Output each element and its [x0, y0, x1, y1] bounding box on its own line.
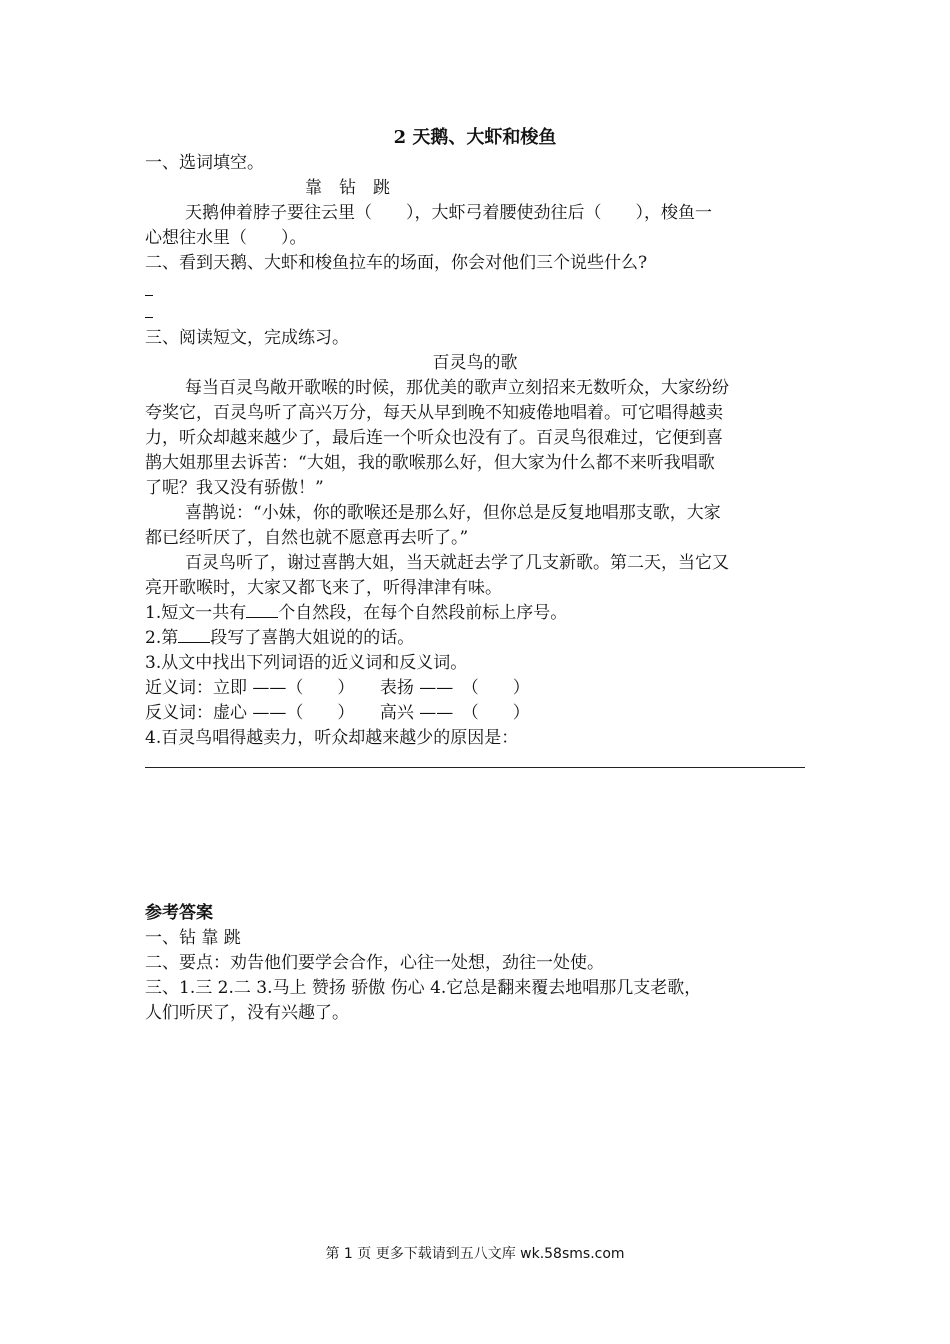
question-4: 4.百灵鸟唱得越卖力，听众却越来越少的原因是： — [145, 728, 519, 748]
answer-1: 一、钻 靠 跳 — [145, 928, 241, 948]
story-paragraph-line: 百灵鸟听了，谢过喜鹊大姐，当天就赶去学了几支新歌。第二天，当它又 — [185, 553, 729, 573]
fill-blank-line2: 心想往水里（ ）。 — [145, 228, 307, 248]
section3-heading: 三、阅读短文，完成练习。 — [145, 328, 349, 348]
answer-line — [145, 767, 805, 768]
answer-blank[interactable] — [178, 626, 210, 643]
story-paragraph-line: 鹊大姐那里去诉苦：“大姐，我的歌喉那么好，但大家为什么都不来听我唱歌 — [145, 453, 715, 473]
page-footer: 第 1 页 更多下载请到五八文库 wk.58sms.com — [325, 1246, 625, 1262]
page-title: 2 天鹅、大虾和梭鱼 — [393, 127, 557, 148]
section2-heading: 二、看到天鹅、大虾和梭鱼拉车的场面，你会对他们三个说些什么? — [145, 253, 648, 273]
question-2 — [145, 625, 805, 651]
story-paragraph-line: 亮开歌喉时，大家又都飞来了，听得津津有味。 — [145, 578, 502, 598]
story-paragraph-line: 喜鹊说：“小妹，你的歌喉还是那么好，但你总是反复地唱那支歌，大家 — [185, 503, 721, 523]
fill-blank-line1: 天鹅伸着脖子要往云里（ ），大虾弓着腰使劲往后（ ），梭鱼一 — [185, 203, 712, 223]
question-1-text-a: 1.短文一共有 — [145, 603, 247, 623]
question-2-text-b: 段写了喜鹊大姐说的的话。 — [210, 628, 415, 648]
answer-3-line1: 三、1.三 2.二 3.马上 赞扬 骄傲 伤心 4.它总是翻来覆去地唱那几支老歌， — [145, 978, 702, 998]
story-paragraph-line: 夸奖它，百灵鸟听了高兴万分，每天从早到晚不知疲倦地唱着。可它唱得越卖 — [145, 403, 723, 423]
question-1-text-b: 个自然段，在每个自然段前标上序号。 — [278, 603, 568, 623]
story-paragraph-line: 了呢？我又没有骄傲！” — [145, 478, 324, 498]
answer-blank-mark — [145, 317, 153, 318]
word-choices: 靠 钻 跳 — [305, 178, 390, 198]
question-3: 3.从文中找出下列词语的近义词和反义词。 — [145, 653, 468, 673]
answer-blank-mark — [145, 295, 153, 296]
question-1 — [145, 600, 805, 626]
section1-heading: 一、选词填空。 — [145, 153, 264, 173]
story-paragraph-line: 力，听众却越来越少了，最后连一个听众也没有了。百灵鸟很难过，它便到喜 — [145, 428, 723, 448]
question-3-antonyms: 反义词：虚心 ——（ ） 高兴 —— （ ） — [145, 703, 530, 723]
answer-2: 二、要点：劝告他们要学会合作，心往一处想，劲往一处使。 — [145, 953, 604, 973]
answer-3-line2: 人们听厌了，没有兴趣了。 — [145, 1003, 349, 1023]
answers-heading: 参考答案 — [145, 903, 213, 923]
question-2-text-a: 2.第 — [145, 628, 179, 648]
story-paragraph-line: 每当百灵鸟敞开歌喉的时候，那优美的歌声立刻招来无数听众，大家纷纷 — [185, 378, 729, 398]
question-3-synonyms: 近义词：立即 ——（ ） 表扬 —— （ ） — [145, 678, 530, 698]
story-title: 百灵鸟的歌 — [432, 353, 518, 373]
story-paragraph-line: 都已经听厌了，自然也就不愿意再去听了。” — [145, 528, 469, 548]
answer-blank[interactable] — [246, 601, 278, 618]
